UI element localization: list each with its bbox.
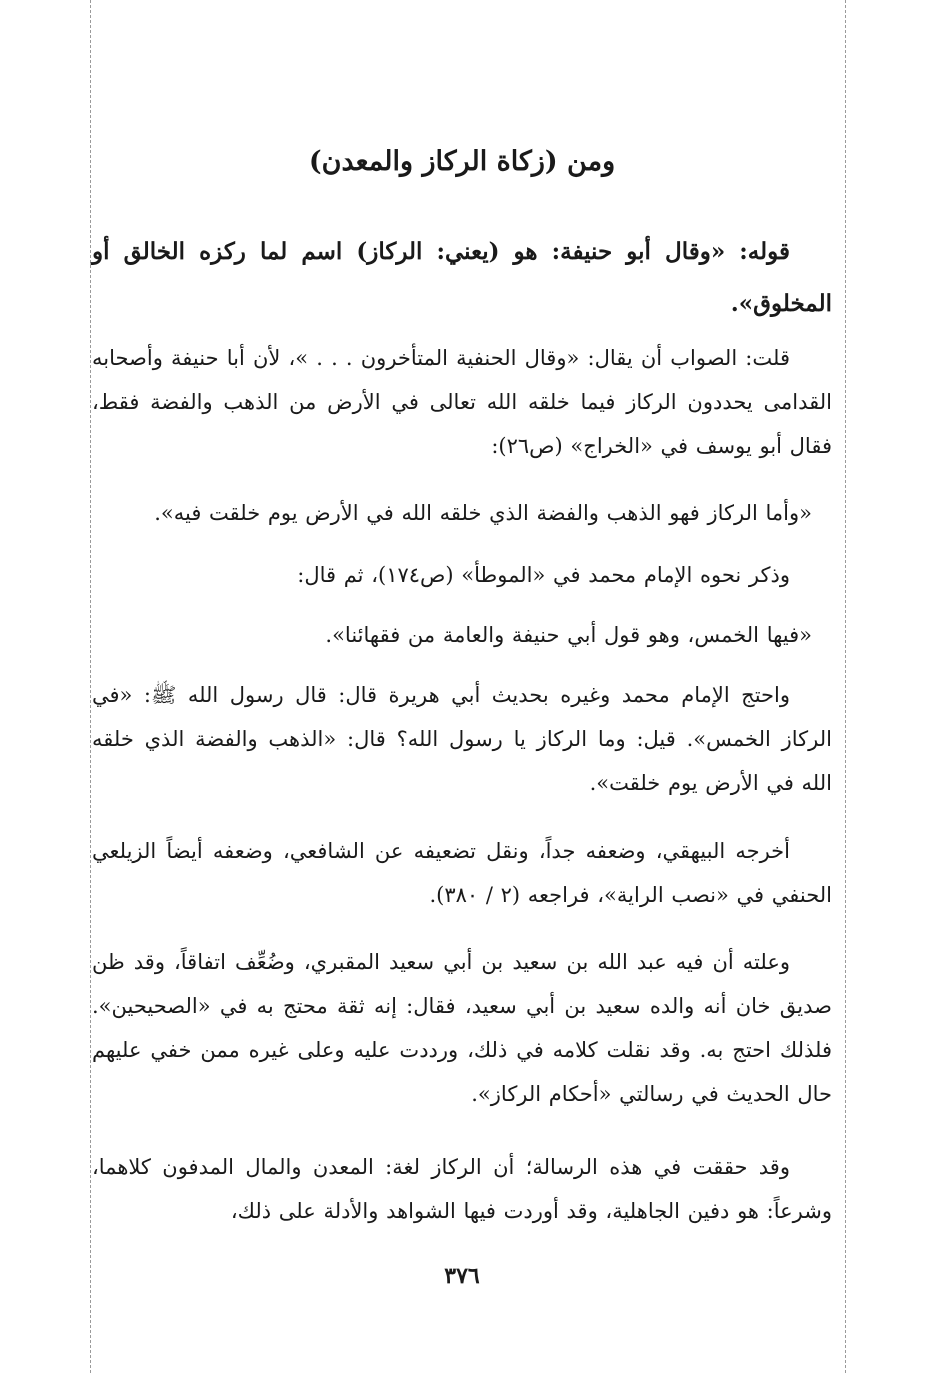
page-edge-right bbox=[845, 0, 846, 1373]
paragraph-muwatta-quote: «فيها الخمس، وهو قول أبي حنيفة والعامة من فقهائنا». bbox=[325, 623, 812, 647]
paragraph-takhrij: أخرجه البيهقي، وضعفه جداً، ونقل تضعيفه عن الشافعي، وضعفه أيضاً الزيلعي الحنفي في «نصب الراية»، فراجعه (٢ / ٣٨٠). bbox=[92, 839, 832, 907]
paragraph-muwatta-reference: وذكر نحوه الإمام محمد في «الموطأ» (ص١٧٤)، ثم قال: bbox=[297, 563, 790, 587]
page-number: ٣٧٦ bbox=[444, 1263, 480, 1289]
document-page bbox=[92, 0, 832, 1373]
paragraph-risalah: وقد حققت في هذه الرسالة؛ أن الركاز لغة: المعدن والمال المدفون كلاهما، وشرعاً: هو دفين الجاهلية، وقد أوردت فيها الشواهد والأدلة على ذلك، bbox=[92, 1155, 832, 1223]
paragraph-correction: قلت: الصواب أن يقال: «وقال الحنفية المتأخرون . . . »، لأن أبا حنيفة وأصحابه القدامى يحددون الركاز فيما خلقه الله تعالى في الأرض من الذهب والفضة فقط، فقال أبو يوسف في «الخراج» (ص٢٦): bbox=[92, 346, 832, 458]
paragraph-quote-statement: قوله: «وقال أبو حنيفة: هو (يعني: الركاز) اسم لما ركزه الخالق أو المخلوق». bbox=[92, 238, 832, 317]
paragraph-kharaj-quote: «وأما الركاز فهو الذهب والفضة الذي خلقه الله في الأرض يوم خلقت فيه». bbox=[154, 501, 812, 525]
paragraph-hadith: واحتج الإمام محمد وغيره بحديث أبي هريرة قال: قال رسول الله ﷺ: «في الركاز الخمس». قيل: وما الركاز يا رسول الله؟ قال: «الذهب والفضة الذي خلقه الله في الأرض يوم خلقت». bbox=[92, 683, 832, 795]
paragraph-illah: وعلته أن فيه عبد الله بن سعيد بن أبي سعيد المقبري، وضُعِّف اتفاقاً، وقد ظن صديق خان أنه والده سعيد بن أبي سعيد، فقال: إنه ثقة محتج به في «الصحيحين». فلذلك احتج به. وقد نقلت كلامه في ذلك، ورددت عليه وعلى غيره ممن خفي عليهم حال الحديث في رسالتي «أحكام الركاز». bbox=[92, 950, 832, 1106]
page-edge-left bbox=[90, 0, 91, 1373]
section-title: ومن (زكاة الركاز والمعدن) bbox=[308, 146, 616, 177]
